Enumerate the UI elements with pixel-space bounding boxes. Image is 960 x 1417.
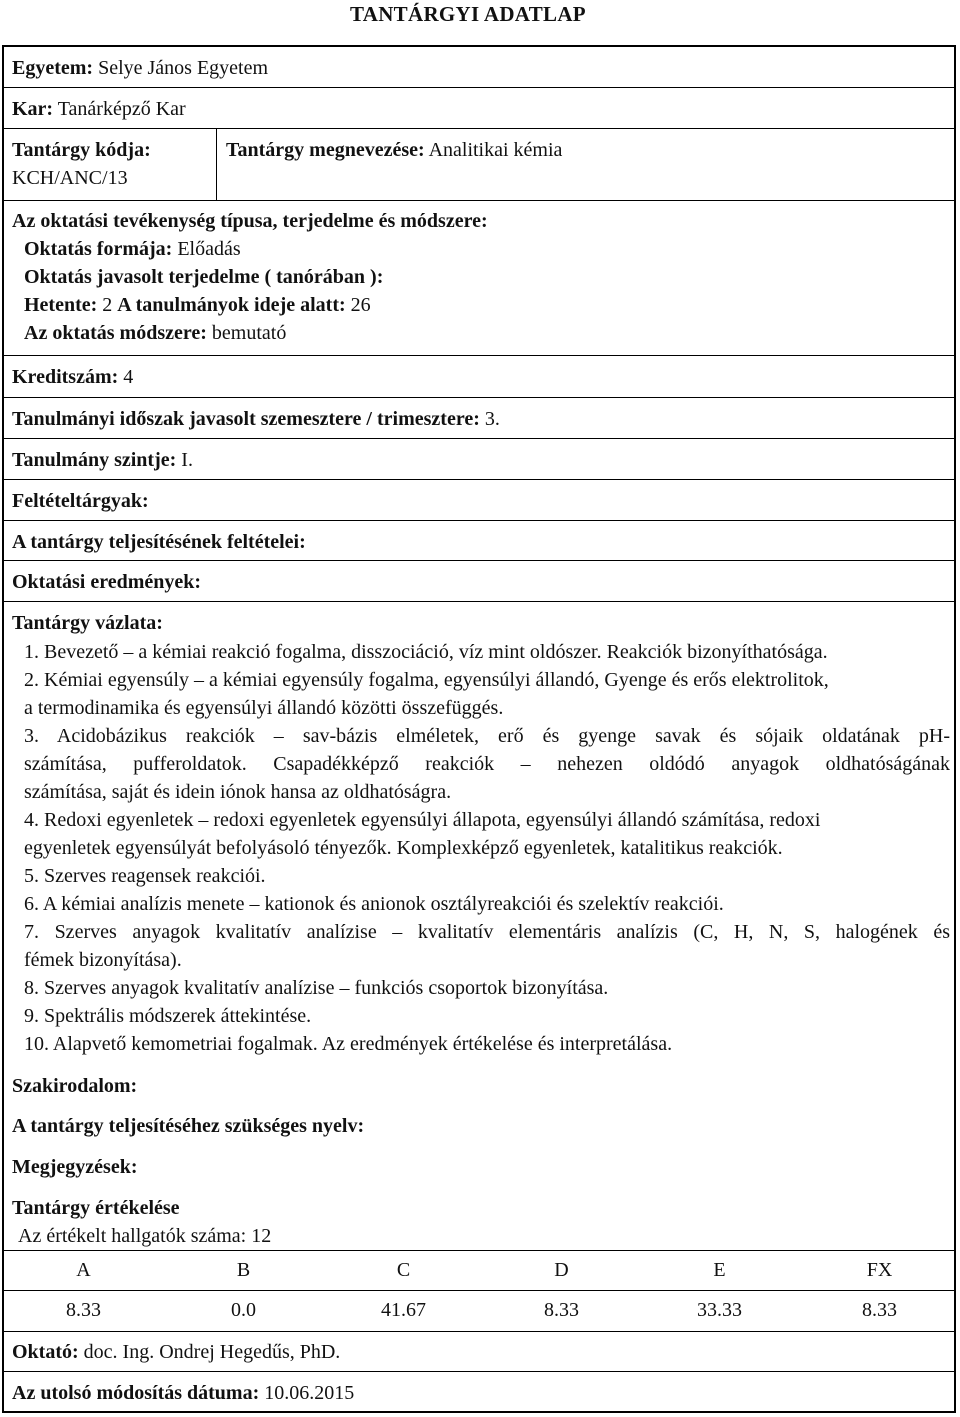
grade-header: E	[713, 1259, 726, 1281]
language-label: A tantárgy teljesítéséhez szükséges nyelv:	[12, 1115, 365, 1137]
outline-item-cont: egyenletek egyensúlyát befolyásoló tényezők. Komplexképző egyenletek, katalitikus reakciók.	[24, 837, 783, 859]
grade-value: 8.33	[66, 1299, 101, 1321]
semester-label: Tanulmányi időszak javasolt szemesztere / trimesztere:	[12, 408, 480, 430]
level-value: I.	[181, 449, 193, 471]
outline-item-cont: a termodinamika és egyensúlyi állandó közötti összefüggés.	[24, 697, 504, 719]
outline-item: 3. Acidobázikus reakciók – sav-bázis elméletek, erő és gyenge savak és sójaik oldatának pH-	[24, 725, 950, 747]
course-code-label: Tantárgy kódja:	[12, 139, 151, 161]
outline-item: 8. Szerves anyagok kvalitatív analízise – funkciós csoportok bizonyítása.	[24, 977, 609, 999]
last-modified-value: 10.06.2015	[264, 1382, 355, 1404]
last-modified-box	[4, 1371, 954, 1411]
course-id-box	[4, 128, 954, 200]
activity-heading: Az oktatási tevékenység típusa, terjedelme és módszere:	[12, 210, 488, 232]
method-value: bemutató	[211, 322, 287, 344]
outline-item: 5. Szerves reagensek reakciói.	[24, 865, 266, 887]
grade-value: 33.33	[697, 1299, 742, 1321]
lecturer-value: doc. Ing. Ondrej Hegedűs, PhD.	[83, 1341, 341, 1363]
evaluated-count: Az értékelt hallgatók száma: 12	[18, 1225, 272, 1247]
document-title: TANTÁRGYI ADATLAP	[350, 2, 586, 26]
weekly-label: Hetente:	[24, 294, 98, 316]
outline-label: Tantárgy vázlata:	[12, 612, 163, 634]
prerequisites-box	[4, 479, 954, 520]
evaluation-label: Tantárgy értékelése	[12, 1197, 180, 1219]
prerequisites-label: Feltételtárgyak:	[12, 490, 149, 512]
outline-item: 10. Alapvető kemometriai fogalmak. Az eredmények értékelése és interpretálása.	[24, 1033, 673, 1055]
university-label: Egyetem:	[12, 57, 94, 79]
level-box	[4, 438, 954, 479]
credits-box	[4, 355, 954, 397]
outline-item: 4. Redoxi egyenletek – redoxi egyenletek egyensúlyi állapota, egyensúlyi állandó számítása, redoxi	[24, 809, 821, 831]
semester-box	[4, 397, 954, 438]
faculty-label: Kar:	[12, 98, 54, 120]
total-label: A tanulmányok ideje alatt:	[117, 294, 346, 316]
completion-label: A tantárgy teljesítésének feltételei:	[12, 531, 306, 553]
grade-header: B	[236, 1259, 251, 1281]
grade-header: D	[554, 1259, 569, 1281]
grade-header: A	[76, 1259, 91, 1281]
completion-box	[4, 520, 954, 560]
grade-value: 8.33	[862, 1299, 897, 1321]
outline-item-cont: számítása, pufferoldatok. Csapadékképző reakciók – nehezen oldódó anyagok oldhatóságának	[24, 753, 950, 775]
university-value: Selye János Egyetem	[98, 57, 269, 79]
outcomes-box	[4, 560, 954, 601]
course-name-value: Analitikai kémia	[428, 139, 563, 161]
course-sheet	[2, 45, 956, 1413]
outline-box	[4, 601, 954, 1376]
total-value: 26	[350, 294, 371, 316]
literature-label: Szakirodalom:	[12, 1075, 138, 1097]
faculty-box	[4, 87, 954, 128]
course-name-label: Tantárgy megnevezése:	[226, 139, 425, 161]
notes-label: Megjegyzések:	[12, 1156, 138, 1178]
last-modified-label: Az utolsó módosítás dátuma:	[12, 1382, 260, 1404]
outline-item: 1. Bevezető – a kémiai reakció fogalma, disszociáció, víz mint oldószer. Reakciók bizonyíthatósága.	[24, 641, 828, 663]
credits-label: Kreditszám:	[12, 366, 119, 388]
grade-value: 41.67	[381, 1299, 426, 1321]
grade-table	[4, 1250, 954, 1332]
outline-item: 9. Spektrális módszerek áttekintése.	[24, 1005, 312, 1027]
grade-header: FX	[866, 1259, 893, 1281]
outline-item-cont: fémek bizonyítása).	[24, 949, 182, 971]
activity-box	[4, 200, 954, 355]
grade-value: 0.0	[231, 1299, 256, 1321]
outcomes-label: Oktatási eredmények:	[12, 571, 202, 593]
method-label: Az oktatás módszere:	[24, 322, 207, 344]
university-box	[4, 47, 954, 87]
course-code-value: KCH/ANC/13	[12, 167, 128, 189]
lecturer-box	[4, 1331, 954, 1371]
form-value: Előadás	[177, 238, 241, 260]
outline-item: 6. A kémiai analízis menete – kationok és anionok osztályreakciói és szelektív reakciói.	[24, 893, 724, 915]
faculty-value: Tanárképző Kar	[57, 98, 186, 120]
credits-value: 4	[123, 366, 134, 388]
outline-item-cont: számítása, saját és idein iónok hansa az oldhatóságra.	[24, 781, 452, 803]
level-label: Tanulmány szintje:	[12, 449, 177, 471]
scope-label: Oktatás javasolt terjedelme ( tanórában ):	[24, 266, 384, 288]
semester-value: 3.	[484, 408, 500, 430]
outline-item: 7. Szerves anyagok kvalitatív analízise – kvalitatív elementáris analízis (C, H, N, S, halogének és	[24, 921, 950, 943]
weekly-value: 2	[102, 294, 113, 316]
grade-header: C	[396, 1259, 411, 1281]
lecturer-label: Oktató:	[12, 1341, 79, 1363]
form-label: Oktatás formája:	[24, 238, 173, 260]
grade-value: 8.33	[544, 1299, 579, 1321]
column-divider	[216, 129, 217, 200]
outline-item: 2. Kémiai egyensúly – a kémiai egyensúly fogalma, egyensúlyi állandó, Gyenge és erős elektrolitok,	[24, 669, 829, 691]
